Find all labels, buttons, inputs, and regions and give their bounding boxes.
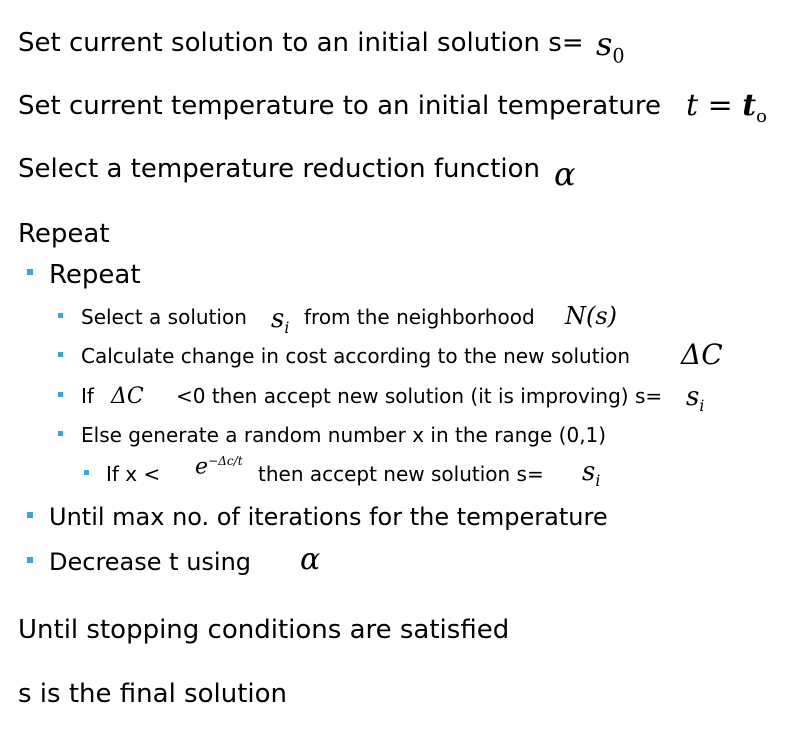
bullet-icon: [27, 557, 33, 563]
math-neighborhood: N(s): [565, 302, 618, 330]
step-text: Calculate change in cost according to the new solution: [81, 344, 631, 368]
until-stopping-conditions: [18, 617, 509, 643]
step-if-x-less-cont: [258, 464, 544, 484]
outer-repeat: [18, 221, 110, 247]
step-text: If: [81, 384, 94, 408]
inner-repeat: [49, 262, 141, 288]
math-si: $s_i$: [271, 304, 290, 338]
math-si: $s_i$: [582, 457, 601, 491]
step-initial-solution: [18, 30, 584, 56]
bullet-icon: [58, 352, 63, 357]
bullet-icon: [27, 269, 33, 275]
math-t-eq-t0: $t = t_o$: [686, 88, 767, 127]
bullet-icon: [58, 392, 63, 397]
step-text: Select a temperature reduction function: [18, 154, 541, 184]
math-si: $s_i$: [686, 382, 705, 416]
step-text: <0 then accept new solution (it is improving) s=: [176, 384, 663, 408]
step-text: Repeat: [18, 219, 110, 249]
math-alpha: α: [300, 542, 321, 577]
math-exponential: $e^{-\Delta c/t}$: [195, 454, 243, 480]
step-text: Repeat: [49, 260, 141, 290]
step-reduction-function: [18, 156, 540, 182]
step-text: Else generate a random number x in the range (0,1): [81, 423, 607, 447]
step-calculate-change: [81, 346, 630, 366]
step-text: Until stopping conditions are satisfied: [18, 615, 510, 645]
step-else-random: [81, 425, 606, 445]
math-alpha: α: [554, 155, 576, 193]
step-text: Select a solution: [81, 305, 247, 329]
step-text: s is the final solution: [18, 679, 288, 709]
step-select-solution: [81, 307, 247, 327]
bullet-icon: [58, 431, 63, 436]
step-text: Set current temperature to an initial temperature: [18, 91, 661, 121]
step-select-solution-cont: [304, 307, 535, 327]
step-text: If x <: [106, 462, 161, 486]
math-delta-c: ΔC: [681, 338, 723, 371]
step-text: then accept new solution s=: [258, 462, 544, 486]
step-if-improving-cont: [176, 386, 662, 406]
final-solution: [18, 681, 287, 707]
step-if-improving: [81, 386, 94, 406]
step-text: Until max no. of iterations for the temperature: [49, 503, 608, 531]
step-text: Decrease t using: [49, 548, 252, 576]
step-initial-temperature: [18, 93, 661, 119]
bullet-icon: [58, 313, 63, 318]
step-until-max-iterations: [49, 505, 608, 529]
step-text: from the neighborhood: [304, 305, 535, 329]
bullet-icon: [27, 512, 33, 518]
step-decrease-t: [49, 550, 251, 574]
step-text: Set current solution to an initial solution s=: [18, 28, 584, 58]
math-delta-c: ΔC: [111, 384, 144, 409]
math-s0: $s_0$: [596, 25, 625, 68]
step-if-x-less: [106, 464, 160, 484]
bullet-icon: [84, 470, 89, 475]
